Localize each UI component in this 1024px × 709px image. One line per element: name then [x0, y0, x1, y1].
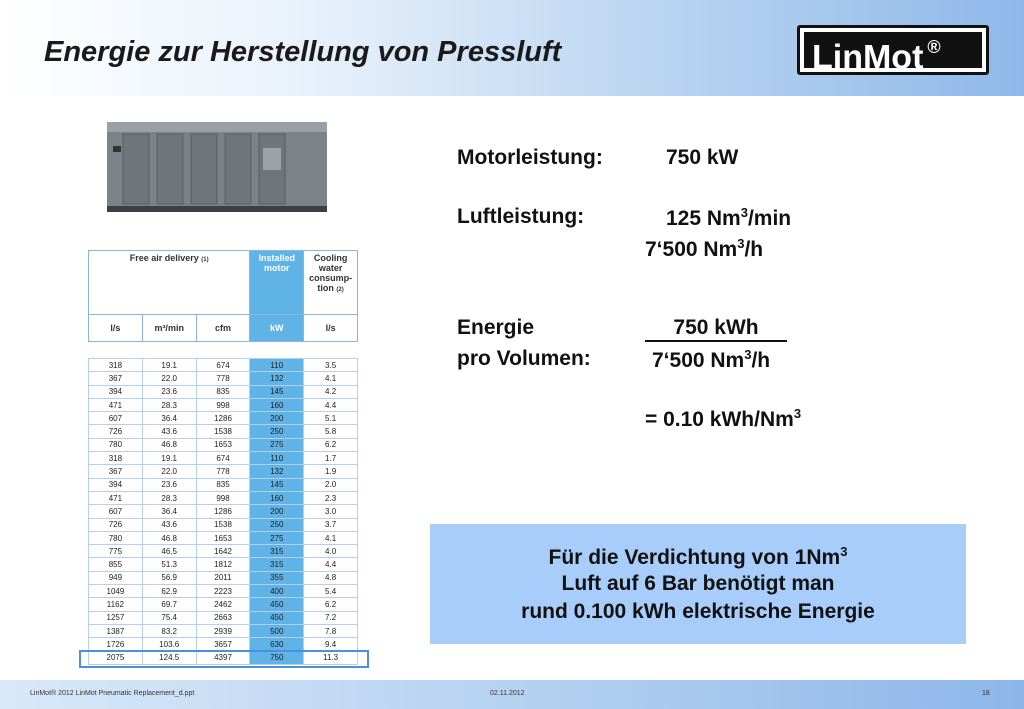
table-row — [89, 452, 358, 465]
table-cell: 1812 — [196, 558, 250, 571]
table-cell: 500 — [250, 624, 304, 637]
table-cell: 132 — [250, 372, 304, 385]
table-row — [89, 545, 358, 558]
col-cooling-water: Cooling water consump- tion (2) — [304, 251, 358, 315]
table-cell: 5.8 — [304, 425, 358, 438]
table-cell: 275 — [250, 438, 304, 451]
table-cell: 6.2 — [304, 598, 358, 611]
table-cell: 471 — [89, 491, 143, 504]
col-installed-motor: Installed motor — [250, 251, 304, 315]
table-cell: 780 — [89, 438, 143, 451]
table-row — [89, 372, 358, 385]
table-cell: 160 — [250, 491, 304, 504]
table-cell: 726 — [89, 518, 143, 531]
table-cell: 4.4 — [304, 398, 358, 411]
table-cell: 1049 — [89, 585, 143, 598]
table-cell: 778 — [196, 372, 250, 385]
table-row — [89, 385, 358, 398]
table-cell: 630 — [250, 638, 304, 651]
table-cell: 607 — [89, 505, 143, 518]
table-row — [89, 412, 358, 425]
table-cell: 674 — [196, 452, 250, 465]
table-row — [89, 531, 358, 544]
table-cell: 36.4 — [142, 412, 196, 425]
table-cell: 160 — [250, 398, 304, 411]
table-cell: 394 — [89, 478, 143, 491]
table-cell: 51.3 — [142, 558, 196, 571]
table-row — [89, 505, 358, 518]
table-cell: 4.8 — [304, 571, 358, 584]
table-cell: 4397 — [196, 651, 250, 664]
table-cell: 56.9 — [142, 571, 196, 584]
table-cell: 132 — [250, 465, 304, 478]
motor-value: 750 kW — [666, 146, 739, 169]
table-cell: 62.9 — [142, 585, 196, 598]
table-cell: 145 — [250, 478, 304, 491]
table-cell: 1387 — [89, 624, 143, 637]
table-cell: 2939 — [196, 624, 250, 637]
table-cell: 103.6 — [142, 638, 196, 651]
summary-line-2: Luft auf 6 Bar benötigt man — [561, 572, 835, 595]
air-label: Luftleistung: — [457, 205, 585, 228]
table-cell: 22.0 — [142, 372, 196, 385]
table-cell: 315 — [250, 558, 304, 571]
table-row — [89, 438, 358, 451]
compressor-image — [103, 118, 331, 216]
table-cell: 3657 — [196, 638, 250, 651]
table-cell: 46.8 — [142, 438, 196, 451]
motor-label: Motorleistung: — [457, 146, 603, 169]
table-cell: 450 — [250, 611, 304, 624]
table-cell: 367 — [89, 465, 143, 478]
table-cell: 11.3 — [304, 651, 358, 664]
table-cell: 1257 — [89, 611, 143, 624]
table-row — [89, 518, 358, 531]
table-row — [89, 611, 358, 624]
table-cell: 998 — [196, 398, 250, 411]
table-cell: 674 — [196, 359, 250, 372]
energy-denominator: 7‘500 Nm$^3$/h — [652, 347, 771, 372]
table-cell: 28.3 — [142, 398, 196, 411]
table-row — [89, 425, 358, 438]
spec-table-header: Free air delivery (1) Installed motor Cooling water consump- tion (2) l/s m³/min cfm kW l/s — [88, 250, 358, 342]
energy-result: = 0.10 kWh/Nm$^3$ — [645, 406, 802, 431]
footer-page: 18 — [982, 690, 990, 697]
table-cell: 2.3 — [304, 491, 358, 504]
table-cell: 2223 — [196, 585, 250, 598]
table-cell: 250 — [250, 518, 304, 531]
table-cell: 36.4 — [142, 505, 196, 518]
table-cell: 3.0 — [304, 505, 358, 518]
table-row — [89, 558, 358, 571]
table-cell: 2011 — [196, 571, 250, 584]
table-cell: 23.6 — [142, 385, 196, 398]
table-cell: 355 — [250, 571, 304, 584]
table-cell: 1538 — [196, 518, 250, 531]
table-cell: 3.7 — [304, 518, 358, 531]
table-cell: 7.2 — [304, 611, 358, 624]
table-cell: 9.4 — [304, 638, 358, 651]
unit-kw: kW — [250, 315, 304, 342]
table-cell: 1162 — [89, 598, 143, 611]
unit-m3min: m³/min — [142, 315, 196, 342]
table-cell: 23.6 — [142, 478, 196, 491]
table-cell: 367 — [89, 372, 143, 385]
table-cell: 1538 — [196, 425, 250, 438]
table-cell: 2663 — [196, 611, 250, 624]
table-cell: 318 — [89, 359, 143, 372]
table-cell: 19.1 — [142, 359, 196, 372]
table-cell: 1.9 — [304, 465, 358, 478]
air-value-per-min: 125 Nm$^3$/min — [666, 205, 792, 230]
table-cell: 835 — [196, 385, 250, 398]
table-cell: 110 — [250, 452, 304, 465]
table-cell: 19.1 — [142, 452, 196, 465]
table-cell: 4.1 — [304, 372, 358, 385]
table-cell: 110 — [250, 359, 304, 372]
table-cell: 998 — [196, 491, 250, 504]
table-cell: 275 — [250, 531, 304, 544]
table-cell: 2462 — [196, 598, 250, 611]
table-cell: 43.6 — [142, 518, 196, 531]
table-cell: 1653 — [196, 531, 250, 544]
table-cell: 450 — [250, 598, 304, 611]
table-cell: 318 — [89, 452, 143, 465]
table-cell: 75.4 — [142, 611, 196, 624]
unit-ls: l/s — [89, 315, 143, 342]
table-cell: 471 — [89, 398, 143, 411]
table-cell: 1726 — [89, 638, 143, 651]
table-cell: 780 — [89, 531, 143, 544]
table-row — [89, 491, 358, 504]
table-cell: 43.6 — [142, 425, 196, 438]
table-cell: 315 — [250, 545, 304, 558]
table-cell: 855 — [89, 558, 143, 571]
table-cell: 7.8 — [304, 624, 358, 637]
table-cell: 4.0 — [304, 545, 358, 558]
table-cell: 775 — [89, 545, 143, 558]
spec-table-body — [88, 358, 358, 665]
table-row — [89, 598, 358, 611]
table-cell: 4.4 — [304, 558, 358, 571]
unit-ls-cooling: l/s — [304, 315, 358, 342]
table-row — [89, 571, 358, 584]
table-cell: 750 — [250, 651, 304, 664]
footer-file: LinMot® 2012 LinMot Pneumatic Replacement_d.ppt — [30, 690, 195, 697]
table-cell: 607 — [89, 412, 143, 425]
table-cell: 200 — [250, 505, 304, 518]
table-cell: 778 — [196, 465, 250, 478]
table-row — [89, 465, 358, 478]
table-cell: 1.7 — [304, 452, 358, 465]
table-cell: 250 — [250, 425, 304, 438]
linmot-logo: LinMot ® — [797, 25, 989, 75]
table-cell: 1642 — [196, 545, 250, 558]
air-value-per-h: 7‘500 Nm$^3$/h — [645, 236, 764, 261]
table-cell: 4.2 — [304, 385, 358, 398]
table-cell: 46.8 — [142, 531, 196, 544]
col-free-air: Free air delivery — [129, 253, 199, 263]
unit-cfm: cfm — [196, 315, 250, 342]
table-row — [89, 478, 358, 491]
summary-line-1: Für die Verdichtung von 1Nm$^3$ — [548, 544, 848, 569]
footer-date: 02.11.2012 — [490, 690, 525, 697]
table-cell: 4.1 — [304, 531, 358, 544]
table-cell: 2.0 — [304, 478, 358, 491]
page-title: Energie zur Herstellung von Pressluft — [44, 36, 562, 68]
table-cell: 124.5 — [142, 651, 196, 664]
table-cell: 1286 — [196, 412, 250, 425]
table-cell: 1286 — [196, 505, 250, 518]
highlight-750kw-row — [79, 650, 369, 668]
summary-box — [430, 524, 966, 644]
summary-line-3: rund 0.100 kWh elektrische Energie — [521, 600, 875, 623]
table-row — [89, 624, 358, 637]
table-cell: 726 — [89, 425, 143, 438]
table-cell: 2075 — [89, 651, 143, 664]
table-cell: 1653 — [196, 438, 250, 451]
table-cell: 949 — [89, 571, 143, 584]
table-cell: 69.7 — [142, 598, 196, 611]
table-cell: 394 — [89, 385, 143, 398]
table-cell: 5.1 — [304, 412, 358, 425]
table-cell: 6.2 — [304, 438, 358, 451]
table-cell: 3.5 — [304, 359, 358, 372]
table-cell: 46.5 — [142, 545, 196, 558]
table-cell: 22.0 — [142, 465, 196, 478]
table-row — [89, 585, 358, 598]
table-cell: 5.4 — [304, 585, 358, 598]
table-cell: 28.3 — [142, 491, 196, 504]
per-volume-label: pro Volumen: — [457, 347, 591, 370]
table-cell: 145 — [250, 385, 304, 398]
table-cell: 200 — [250, 412, 304, 425]
energy-label: Energie — [457, 316, 535, 339]
energy-numerator: 750 kWh — [645, 316, 787, 342]
table-cell: 400 — [250, 585, 304, 598]
table-cell: 83.2 — [142, 624, 196, 637]
table-cell: 835 — [196, 478, 250, 491]
table-row — [89, 359, 358, 372]
table-row — [89, 398, 358, 411]
